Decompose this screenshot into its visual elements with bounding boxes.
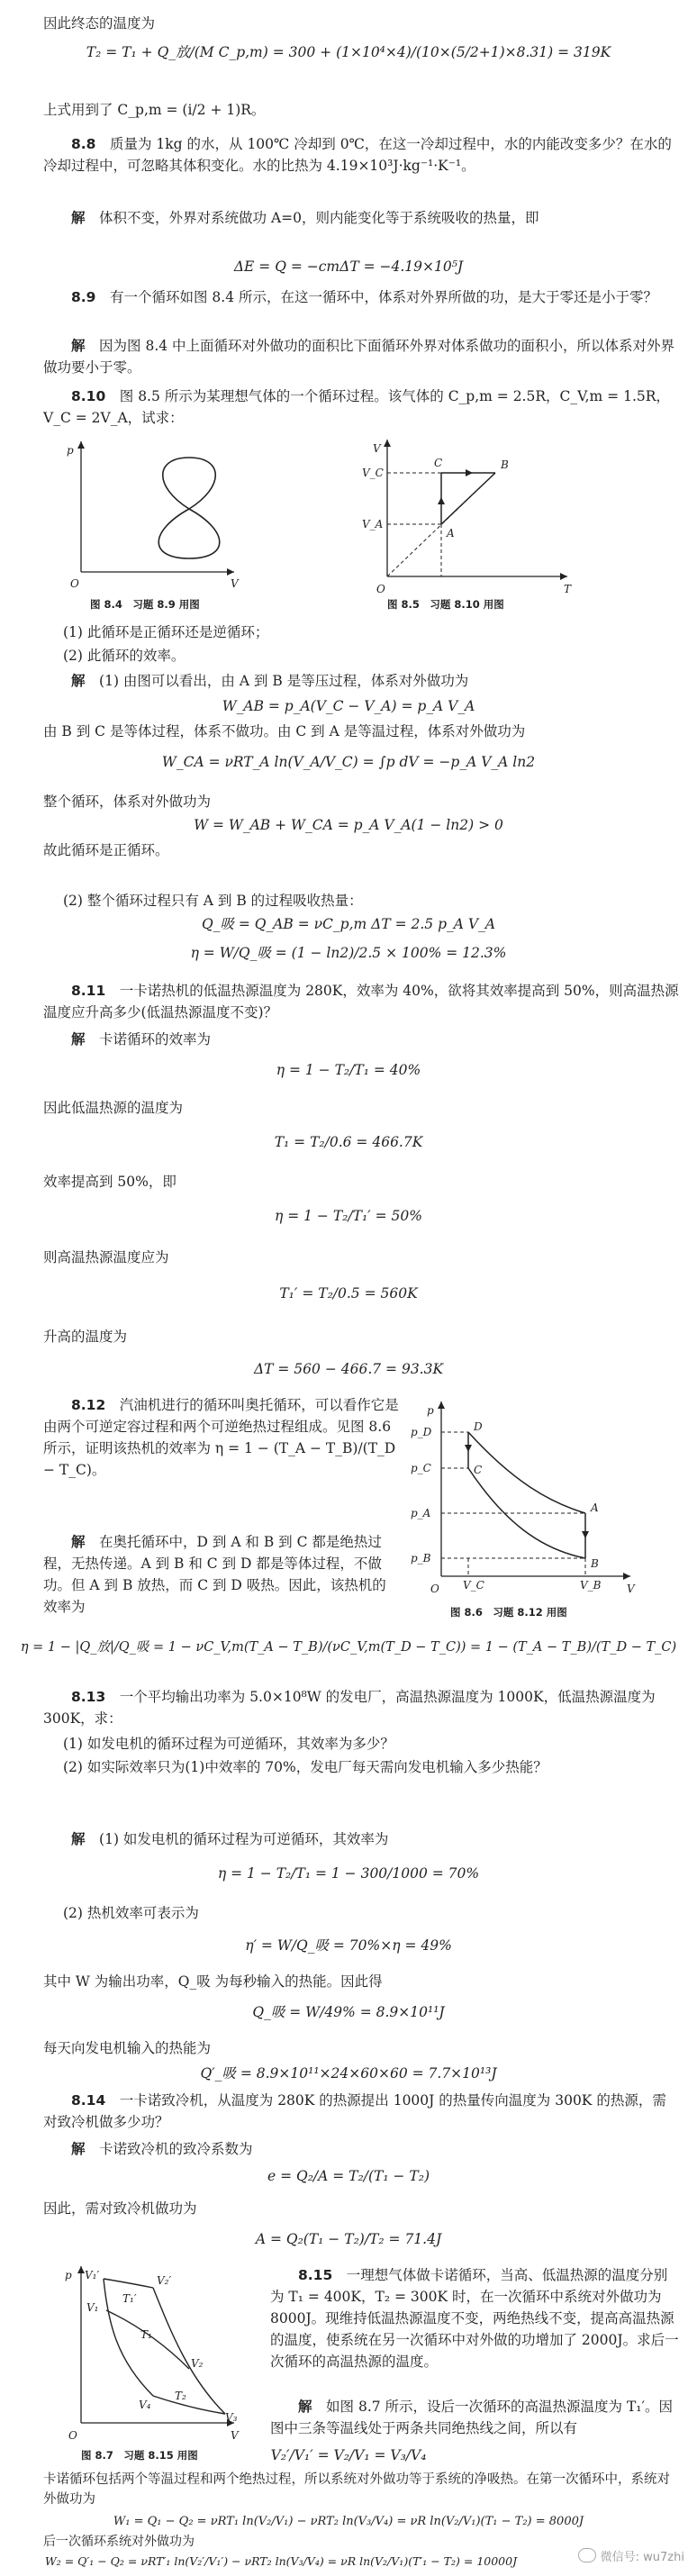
axis-label-v: V	[231, 2429, 239, 2442]
axis-label-p: p	[65, 2269, 72, 2281]
axis-label-t: T	[564, 583, 572, 595]
origin-label: O	[430, 1583, 439, 1595]
origin-label: O	[68, 2429, 77, 2442]
solution-text: 卡诺循环的效率为	[99, 1031, 212, 1048]
paragraph: 因此，需对致冷机做功为	[43, 2200, 197, 2217]
figure-8-7	[54, 2261, 252, 2468]
problem-text: 一个平均输出功率为 5.0×10⁸W 的发电厂，高温热源温度为 1000K，低温热源温度为 300K，求：	[43, 1689, 656, 1728]
figure-caption: 图 8.6 习题 8.12 用图	[450, 1606, 567, 1619]
paragraph: (2) 整个循环过程只有 A 到 B 的过程吸收热量：	[63, 893, 363, 909]
figure-8-4	[54, 432, 324, 612]
question-item: (1) 如发电机的循环过程为可逆循环，其效率为多少？	[63, 1736, 394, 1752]
point-c: C	[474, 1464, 483, 1476]
label-vb: V_B	[580, 1579, 602, 1592]
solution-text: (1) 由图可以看出，由 A 到 B 是等压过程，体系对外做功为	[99, 673, 469, 689]
solution-8-9	[43, 335, 679, 378]
paragraph: (2) 热机效率可表示为	[63, 1905, 199, 1921]
solution-text: 如图 8.7 所示，设后一次循环的高温热源温度为 T₁′。因图中三条等温线处于两条共同绝热线之间，所以有	[270, 2399, 674, 2437]
paragraph: 每天向发电机输入的热能为	[43, 2040, 212, 2056]
equation: η = 1 − T₂/T₁′ = 50%	[275, 1208, 422, 1224]
watermark	[578, 2548, 684, 2567]
axis-label-v: V	[231, 577, 239, 590]
label-v2-prime: V₂′	[157, 2274, 172, 2287]
equation: W₂ = Q′₁ − Q₂ = νRT′₁ ln(V₂′/V₁′) − νRT₂ ln(V₃/V₄) = νR ln(V₂/V₁)(T′₁ − T₂) = 10000J	[44, 2554, 518, 2568]
equation: W = W_AB + W_CA = p_A V_A(1 − ln2) > 0	[194, 817, 503, 833]
label-v2: V₂	[191, 2357, 204, 2370]
paragraph: 上式用到了 C_p,m = (i/2 + 1)R。	[43, 102, 266, 118]
solution-text: (1) 如发电机的循环过程为可逆循环，其效率为	[99, 1831, 389, 1847]
equation: ΔE = Q = −cmΔT = −4.19×10⁵J	[233, 259, 464, 275]
solution-label: 解	[71, 338, 86, 354]
paragraph: 整个循环，体系对外做功为	[43, 794, 212, 810]
solution-8-14	[43, 2138, 679, 2160]
label-pb: p_B	[411, 1552, 431, 1565]
figure-caption: 图 8.7 习题 8.15 用图	[81, 2449, 198, 2462]
watermark-text: 微信号: wu7zhi	[600, 2550, 684, 2564]
axis-label-v: V	[373, 442, 381, 455]
label-pc: p_C	[411, 1462, 431, 1474]
problem-8-11	[43, 980, 679, 1023]
wechat-icon	[578, 2548, 596, 2562]
problem-8-9	[43, 286, 679, 308]
solution-label: 解	[71, 2141, 86, 2157]
equation: T₂ = T₁ + Q_放/(M C_p,m) = 300 + (1×10⁴×4)/(10×(5/2+1)×8.31) = 319K	[86, 44, 611, 60]
figure-caption: 图 8.5 习题 8.10 用图	[387, 598, 504, 611]
problem-number: 8.11	[71, 983, 106, 999]
equation: η = 1 − |Q_放|/Q_吸 = 1 − νC_V,m(T_A − T_B)/(νC_V,m(T_D − T_C)) = 1 − (T_A − T_B)/(T_D − T_C)	[20, 1640, 677, 1655]
problem-8-15	[270, 2264, 679, 2372]
paragraph: 因此低温热源的温度为	[43, 1100, 184, 1116]
problem-number: 8.15	[298, 2267, 333, 2283]
solution-8-15	[270, 2396, 679, 2439]
problem-8-8	[43, 133, 679, 177]
question-item: (2) 此循环的效率。	[63, 648, 186, 664]
equation: η′ = W/Q_吸 = 70%×η = 49%	[245, 1937, 452, 1954]
figure-8-6	[405, 1396, 675, 1630]
problem-text: 有一个循环如图 8.4 所示，在这一循环中，体系对外界所做的功，是大于零还是小于零？	[109, 289, 657, 305]
problem-text: 一理想气体做卡诺循环，当高、低温热源的温度分别为 T₁ = 400K，T₂ = 300K 时，在一次循环中系统对外做功为 8000J。现维持低温热源温度不变，两绝热线不变，提高高温热源的温度，使系统在另一次循环中对外做的功增加了 2000J。求后一次循环的高温热源的温度。	[270, 2267, 679, 2371]
question-item: (1) 此循环是正循环还是逆循环；	[63, 624, 269, 640]
problem-text: 一卡诺热机的低温热源温度为 280K，效率为 40%，欲将其效率提高到 50%，则高温热源温度应升高多少(低温热源温度不变)？	[43, 983, 679, 1021]
label-t2: T₂	[175, 2390, 186, 2402]
equation: T₁ = T₂/0.6 = 466.7K	[274, 1134, 423, 1150]
label-t1: T₁	[140, 2328, 152, 2341]
point-a: A	[591, 1501, 599, 1514]
solution-label: 解	[71, 673, 86, 689]
equation: W₁ = Q₁ − Q₂ = νRT₁ ln(V₂/V₁) − νRT₂ ln(V₃/V₄) = νR ln(V₂/V₁)(T₁ − T₂) = 8000J	[113, 2515, 584, 2528]
problem-number: 8.8	[71, 136, 96, 152]
label-vc: V_C	[362, 467, 384, 479]
solution-label: 解	[71, 1831, 86, 1847]
solution-text: 体积不变，外界对系统做功 A=0，则内能变化等于系统吸收的热量，即	[99, 210, 539, 226]
label-v1-prime: V₁′	[85, 2269, 100, 2281]
solution-8-12	[43, 1531, 400, 1618]
origin-label: O	[70, 577, 79, 590]
solution-8-10	[43, 670, 679, 692]
solution-8-11	[43, 1029, 679, 1050]
paragraph: 效率提高到 50%，即	[43, 1174, 177, 1190]
axis-label-p: p	[67, 444, 74, 457]
solution-8-8	[43, 207, 679, 229]
problem-text: 一卡诺致冷机，从温度为 280K 的热源提出 1000J 的热量传向温度为 300K 的热源，需对致冷机做多少功？	[43, 2092, 666, 2131]
problem-8-10	[43, 385, 679, 429]
label-t1-prime: T₁′	[122, 2292, 137, 2305]
figure-eight-cycle	[158, 458, 220, 558]
label-v4: V₄	[139, 2399, 151, 2411]
equation: T₁′ = T₂/0.5 = 560K	[279, 1285, 418, 1302]
axis-label-p: p	[427, 1404, 434, 1417]
paragraph: 由 B 到 C 是等体过程，体系不做功。由 C 到 A 是等温过程，体系对外做功为	[43, 723, 526, 739]
equation: V₂′/V₁′ = V₂/V₁ = V₃/V₄	[270, 2447, 427, 2463]
point-d: D	[474, 1420, 483, 1433]
label-pd: p_D	[411, 1426, 432, 1438]
solution-label: 解	[298, 2399, 312, 2415]
problem-8-13	[43, 1686, 679, 1729]
question-item: (2) 如实际效率只为(1)中效率的 70%，发电厂每天需向发电机输入多少热能？	[63, 1759, 548, 1775]
problem-8-14	[43, 2090, 679, 2133]
paragraph: 升高的温度为	[43, 1329, 128, 1345]
equation: e = Q₂/A = T₂/(T₁ − T₂)	[267, 2168, 430, 2184]
paragraph: 则高温热源温度应为	[43, 1249, 169, 1265]
label-pa: p_A	[411, 1507, 431, 1519]
problem-number: 8.12	[71, 1397, 106, 1413]
solution-label: 解	[71, 1534, 86, 1550]
equation: A = Q₂(T₁ − T₂)/T₂ = 71.4J	[255, 2231, 442, 2247]
solution-text: 卡诺致冷机的致冷系数为	[99, 2141, 253, 2157]
equation: W_AB = p_A(V_C − V_A) = p_A V_A	[222, 698, 475, 714]
problem-number: 8.9	[71, 289, 96, 305]
point-a: A	[447, 527, 455, 540]
figure-8-5	[351, 432, 657, 612]
label-vc: V_C	[463, 1579, 484, 1592]
paragraph: 因此终态的温度为	[43, 15, 156, 32]
point-c: C	[434, 457, 443, 469]
problem-text: 汽油机进行的循环叫奥托循环，可以看作它是由两个可逆定容过程和两个可逆绝热过程组成。见图 8.6 所示，证明该热机的效率为 η = 1 − (T_A − T_B)/(T_D − T_C)。	[43, 1397, 399, 1479]
label-v3: V₃	[225, 2411, 238, 2424]
problem-number: 8.14	[71, 2092, 106, 2109]
equation: η = 1 − T₂/T₁ = 1 − 300/1000 = 70%	[217, 1865, 480, 1882]
equation: η = W/Q_吸 = (1 − ln2)/2.5 × 100% = 12.3%	[190, 945, 507, 961]
problem-text: 质量为 1kg 的水，从 100℃ 冷却到 0℃，在这一冷却过程中，水的内能改变多少？在水的冷却过程中，可忽略其体积变化。水的比热为 4.19×10³J·kg⁻¹·K⁻¹。	[43, 136, 672, 175]
axis-label-v: V	[627, 1583, 635, 1595]
point-b: B	[501, 458, 509, 471]
equation: Q′_吸 = 8.9×10¹¹×24×60×60 = 7.7×10¹³J	[200, 2065, 497, 2082]
problem-8-12	[43, 1394, 400, 1481]
equation: η = 1 − T₂/T₁ = 40%	[276, 1062, 421, 1078]
paragraph: 后一次循环系统对外做功为	[43, 2535, 195, 2549]
point-b: B	[591, 1557, 599, 1570]
paragraph: 故此循环是正循环。	[43, 842, 169, 858]
solution-label: 解	[71, 210, 86, 226]
paragraph: 卡诺循环包括两个等温过程和两个绝热过程，所以系统对外做功等于系统的净吸热。在第一次循环中，系统对外做功为	[43, 2472, 670, 2508]
solution-8-13	[43, 1828, 679, 1850]
origin-label: O	[376, 583, 385, 595]
problem-number: 8.13	[71, 1689, 106, 1705]
problem-text: 图 8.5 所示为某理想气体的一个循环过程。该气体的 C_p,m = 2.5R，C_V,m = 1.5R，V_C = 2V_A，试求：	[43, 388, 670, 427]
equation: ΔT = 560 − 466.7 = 93.3K	[253, 1361, 444, 1377]
figure-caption: 图 8.4 习题 8.9 用图	[90, 598, 200, 611]
equation: W_CA = νRT_A ln(V_A/V_C) = ∫p dV = −p_A V_A ln2	[161, 754, 536, 770]
label-v1: V₁	[86, 2301, 99, 2314]
solution-text: 因为图 8.4 中上面循环对外做功的面积比下面循环外界对体系做功的面积小，所以体系对外界做功要小于零。	[43, 338, 675, 376]
paragraph: 其中 W 为输出功率，Q_吸 为每秒输入的热能。因此得	[43, 1973, 383, 1990]
solution-text: 在奥托循环中，D 到 A 和 B 到 C 都是绝热过程，无热传递。A 到 B 和 C 到 D 都是等体过程，不做功。但 A 到 B 放热，而 C 到 D 吸热。因此，该热机的效率为	[43, 1534, 386, 1616]
solution-label: 解	[71, 1031, 86, 1048]
problem-number: 8.10	[71, 388, 106, 404]
equation: Q_吸 = W/49% = 8.9×10¹¹J	[252, 2004, 445, 2020]
label-va: V_A	[362, 518, 384, 531]
equation: Q_吸 = Q_AB = νC_p,m ΔT = 2.5 p_A V_A	[201, 916, 496, 932]
